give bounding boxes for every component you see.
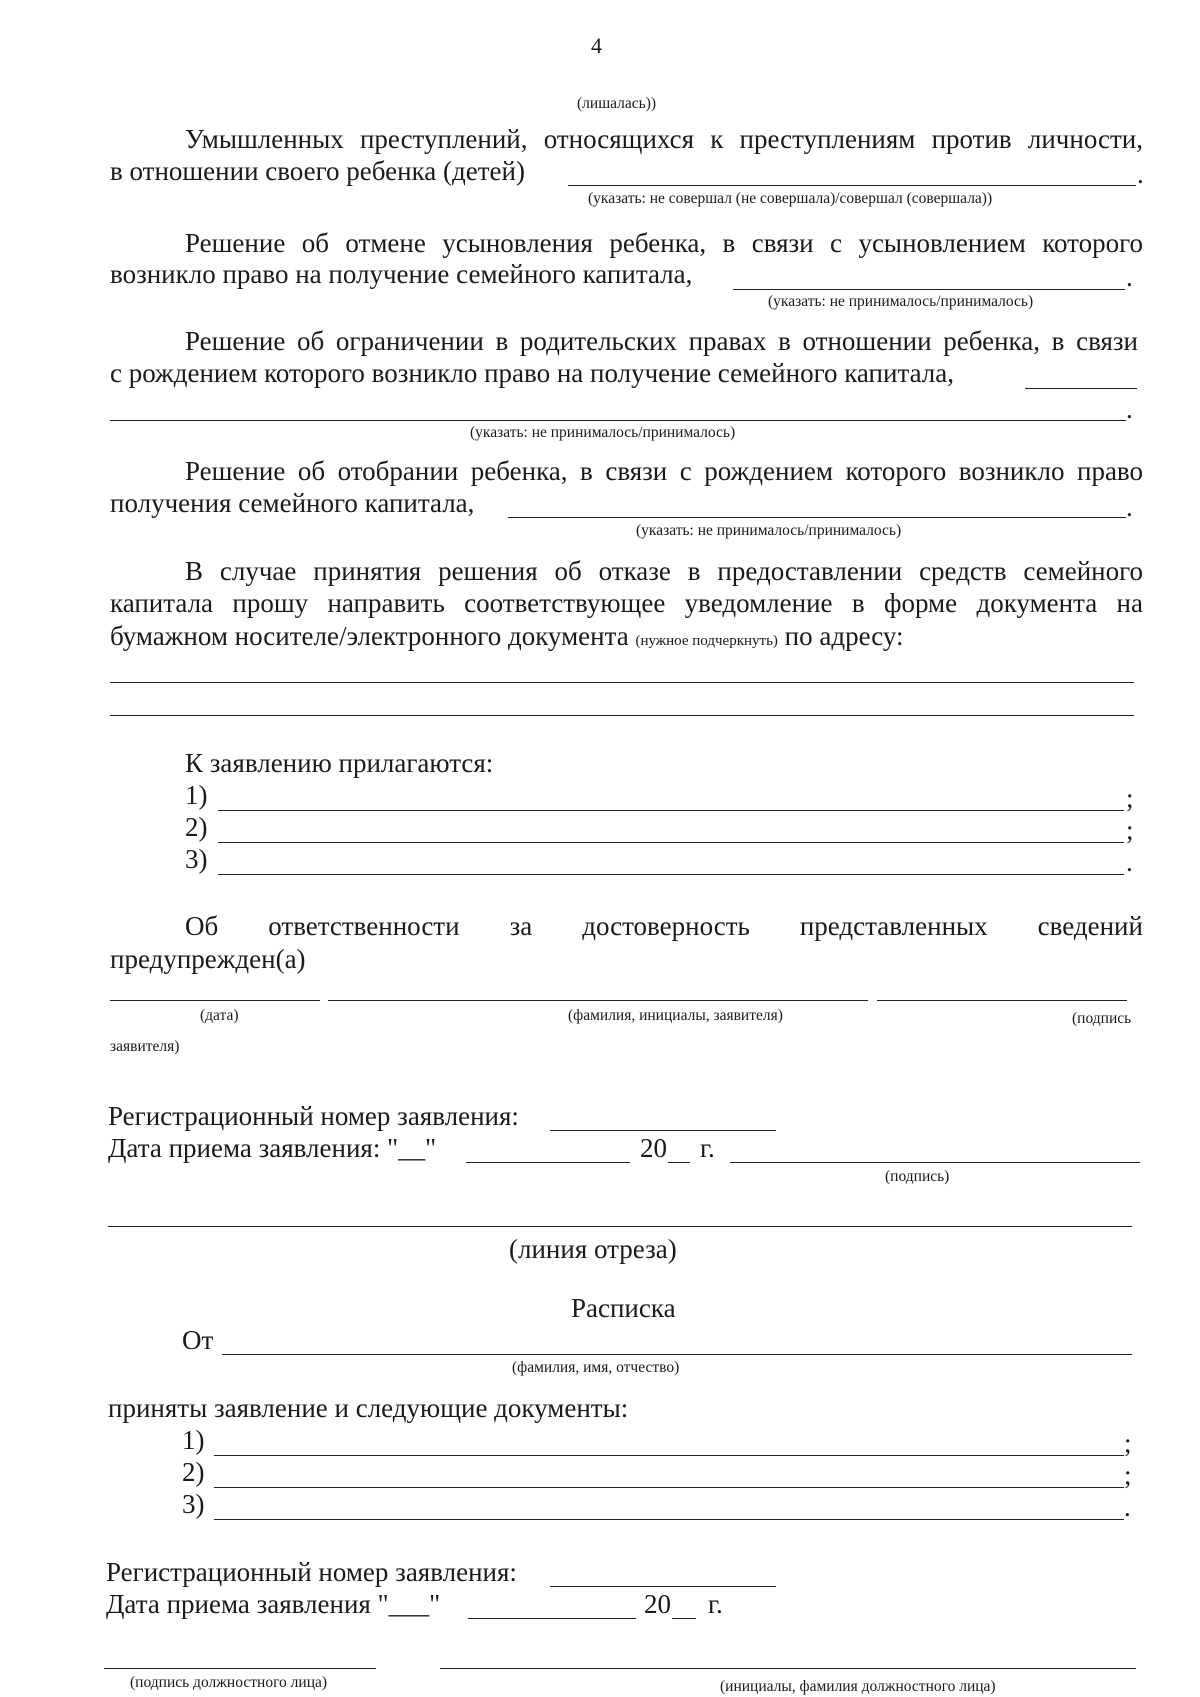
adoption-end: . bbox=[1126, 262, 1133, 292]
signature-line[interactable] bbox=[877, 1000, 1127, 1001]
refusal-line3-text: бумажном носителе/электронного документа bbox=[110, 621, 629, 651]
liability-word: представленных bbox=[799, 911, 988, 941]
receipt-year: 20 bbox=[644, 1589, 671, 1619]
adoption-hint: (указать: не принималось/принималось) bbox=[768, 293, 1034, 310]
receipt-item-num-1: 1) bbox=[182, 1425, 205, 1455]
registration-year-suffix: г. bbox=[700, 1133, 715, 1163]
registration-year: 20 bbox=[640, 1133, 667, 1163]
attachments-heading: К заявлению прилагаются: bbox=[185, 748, 494, 778]
receipt-item-line-2[interactable] bbox=[214, 1487, 1124, 1488]
crimes-line1: Умышленных преступлений, относящихся к преступлениям против личности, bbox=[185, 124, 1143, 154]
refusal-line3-end: по адресу: bbox=[784, 621, 904, 651]
removal-end: . bbox=[1126, 492, 1133, 522]
refusal-line3 bbox=[110, 620, 904, 657]
refusal-line3-hint: (нужное подчеркнуть) bbox=[635, 633, 778, 649]
receipt-item-num-3: 3) bbox=[182, 1489, 205, 1519]
liability-word: за bbox=[509, 911, 533, 941]
top-hint: (лишалась)) bbox=[577, 95, 657, 112]
cut-line-label: (линия отреза) bbox=[509, 1234, 677, 1264]
restriction-blank-b[interactable] bbox=[110, 420, 1126, 421]
receipt-date-label: Дата приема заявления "___" bbox=[106, 1589, 441, 1619]
receipt-from-line[interactable] bbox=[222, 1354, 1132, 1355]
receipt-item-num-2: 2) bbox=[182, 1457, 205, 1487]
registration-signature-hint: (подпись) bbox=[885, 1168, 950, 1185]
attachment-num-3: 3) bbox=[185, 844, 208, 874]
attachment-line-1[interactable] bbox=[218, 810, 1124, 811]
adoption-line2: возникло право на получение семейного капитала, bbox=[110, 259, 693, 289]
receipt-year-suffix: г. bbox=[708, 1589, 723, 1619]
attachment-end-1: ; bbox=[1126, 783, 1134, 813]
liability-line1 bbox=[185, 910, 1143, 942]
name-label: (фамилия, инициалы, заявителя) bbox=[568, 1007, 783, 1024]
receipt-month-line[interactable] bbox=[468, 1618, 636, 1619]
attachment-end-2: ; bbox=[1126, 815, 1134, 845]
registration-signature-line[interactable] bbox=[730, 1162, 1140, 1163]
receipt-number-label: Регистрационный номер заявления: bbox=[106, 1557, 517, 1587]
receipt-item-line-3[interactable] bbox=[214, 1519, 1124, 1520]
removal-blank[interactable] bbox=[508, 517, 1126, 518]
adoption-blank[interactable] bbox=[733, 289, 1125, 290]
cut-line bbox=[108, 1226, 1132, 1227]
name-line[interactable] bbox=[328, 1000, 868, 1001]
receipt-year-line[interactable] bbox=[672, 1618, 696, 1619]
registration-number-label: Регистрационный номер заявления: bbox=[108, 1101, 519, 1131]
registration-date-label: Дата приема заявления: "__" bbox=[108, 1133, 437, 1163]
liability-word: ответственности bbox=[268, 911, 460, 941]
receipt-from-label: От bbox=[182, 1325, 214, 1355]
adoption-line1: Решение об отмене усыновления ребенка, в связи с усыновлением которого bbox=[185, 228, 1143, 258]
registration-month-line[interactable] bbox=[466, 1162, 630, 1163]
attachment-line-2[interactable] bbox=[218, 842, 1124, 843]
signature-label-a: (подпись bbox=[1072, 1010, 1132, 1027]
receipt-item-end-3: . bbox=[1124, 1492, 1131, 1522]
crimes-blank[interactable] bbox=[568, 185, 1136, 186]
address-line-2[interactable] bbox=[110, 715, 1134, 716]
attachment-line-3[interactable] bbox=[218, 874, 1124, 875]
restriction-line2: с рождением которого возникло право на получение семейного капитала, bbox=[110, 358, 955, 388]
restriction-blank-a[interactable] bbox=[1025, 388, 1137, 389]
liability-word: Об bbox=[185, 911, 219, 941]
date-label: (дата) bbox=[200, 1007, 239, 1024]
official-name-line[interactable] bbox=[440, 1668, 1136, 1669]
restriction-hint: (указать: не принималось/принималось) bbox=[470, 424, 736, 441]
attachment-num-1: 1) bbox=[185, 780, 208, 810]
date-line[interactable] bbox=[110, 1000, 320, 1001]
removal-hint: (указать: не принималось/принималось) bbox=[636, 522, 902, 539]
receipt-item-end-2: ; bbox=[1124, 1460, 1132, 1490]
attachment-num-2: 2) bbox=[185, 812, 208, 842]
receipt-from-hint: (фамилия, имя, отчество) bbox=[512, 1359, 680, 1376]
refusal-line2: капитала прошу направить соответствующее уведомление в форме документа на bbox=[110, 588, 1143, 618]
receipt-number-line[interactable] bbox=[550, 1586, 776, 1587]
removal-line1: Решение об отобрании ребенка, в связи с рождением которого возникло право bbox=[185, 456, 1143, 486]
restriction-end: . bbox=[1126, 394, 1133, 424]
receipt-accepted: приняты заявление и следующие документы: bbox=[108, 1393, 629, 1423]
registration-number-line[interactable] bbox=[550, 1130, 776, 1131]
receipt-item-line-1[interactable] bbox=[214, 1455, 1124, 1456]
liability-line2: предупрежден(а) bbox=[110, 944, 306, 974]
crimes-hint: (указать: не совершал (не совершала)/совершал (совершала)) bbox=[588, 190, 993, 207]
crimes-line2: в отношении своего ребенка (детей) bbox=[110, 156, 525, 186]
liability-word: сведений bbox=[1037, 911, 1143, 941]
official-name-label: (инициалы, фамилия должностного лица) bbox=[720, 1678, 996, 1695]
liability-word: достоверность bbox=[582, 911, 750, 941]
address-line-1[interactable] bbox=[110, 682, 1134, 683]
page-number: 4 bbox=[591, 33, 602, 58]
receipt-item-end-1: ; bbox=[1124, 1428, 1132, 1458]
attachment-end-3: . bbox=[1126, 847, 1133, 877]
crimes-end: . bbox=[1137, 159, 1144, 189]
official-sign-label: (подпись должностного лица) bbox=[130, 1674, 328, 1691]
official-sign-line[interactable] bbox=[104, 1668, 376, 1669]
receipt-title: Расписка bbox=[571, 1293, 676, 1323]
registration-year-line[interactable] bbox=[668, 1162, 690, 1163]
restriction-line1: Решение об ограничении в родительских правах в отношении ребенка, в связи bbox=[185, 326, 1138, 356]
refusal-line1: В случае принятия решения об отказе в предоставлении средств семейного bbox=[185, 556, 1143, 586]
signature-label-b: заявителя) bbox=[110, 1038, 180, 1055]
removal-line2: получения семейного капитала, bbox=[110, 488, 475, 518]
